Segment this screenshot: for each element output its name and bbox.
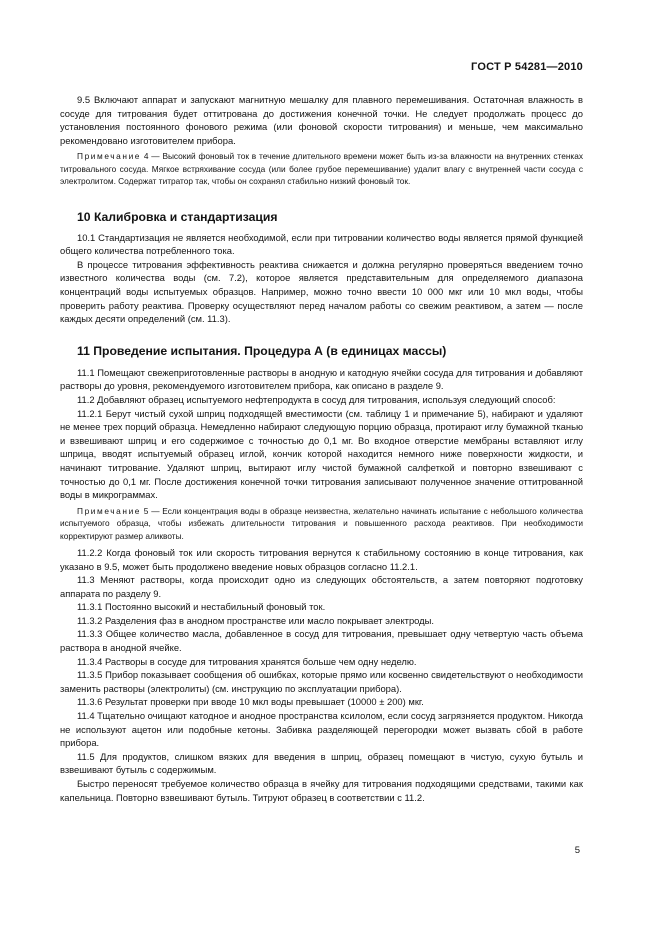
paragraph-11-3-1: 11.3.1 Постоянно высокий и нестабильный фоновый ток.: [77, 601, 326, 613]
paragraph-9-5: 9.5 Включают аппарат и запускают магнитную мешалку для плавного перемешивания. Остаточная влажность в сосуде для титрования будет оттитрована до достижения конечной точки. Не следует продолжать процесс до установления постоянного фонового режима (или фоновой скорости титрования) и меньше, чем максимально рекомендовано изготовителем прибора.: [60, 94, 583, 146]
note-text: 4 — Высокий фоновый ток в течение длительного времени может быть из-за влажности на внутренних стенках титровального сосуда. Мягкое встряхивание сосуда (или более грубое перемешивание) удалит влагу с внутренней части сосуда с электролитом. Содержат титратор так, чтобы он сохранял стабильно низкий фоновый ток.: [60, 151, 583, 187]
note-label: Примечание: [77, 151, 142, 162]
section-10-heading: 10 Калибровка и стандартизация: [77, 209, 278, 224]
paragraph-10-1: 10.1 Стандартизация не является необходимой, если при титровании количество воды является прямой функцией общего количества потребленного тока.: [60, 231, 583, 257]
note-label: Примечание: [77, 505, 142, 516]
paragraph-11-5-continued: Быстро переносят требуемое количество образца в ячейку для титрования подходящими средствами, такими как капельница. Повторно взвешивают бутыль. Титруют образец в соответствии с 11.2.: [60, 778, 583, 803]
paragraph-11-3-6: 11.3.6 Результат проверки при вводе 10 мкл воды превышает (10000 ± 200) мкг.: [77, 696, 424, 708]
page-number: 5: [574, 845, 580, 856]
note-text: 5 — Если концентрация воды в образце неизвестна, желательно начинать испытание с небольшого количества испытуемого образца, чтобы избежать длительности титрования и повышенного расхода реактивов. При необходимости корректируют размер аликвоты.: [60, 505, 583, 541]
standard-designation: ГОСТ Р 54281—2010: [471, 61, 583, 73]
note-5: [60, 505, 583, 542]
paragraph-11-3: 11.3 Меняют растворы, когда происходит одно из следующих обстоятельств, а затем повторяют подготовку аппарата по разделу 9.: [60, 574, 583, 599]
paragraph-11-4: 11.4 Тщательно очищают катодное и анодное пространства ксилолом, если сосуд загрязняется продуктом. Никогда не используют ацетон или подобные кетоны. Забивка разделяющей перегородки может вызвать сбой в работе прибора.: [60, 710, 583, 749]
paragraph-11-2-2: 11.2.2 Когда фоновый ток или скорость титрования вернутся к стабильному состоянию в конце титрования, как указано в 9.5, может быть продолжено введение новых образцов согласно 11.2.1.: [60, 546, 583, 572]
note-4: [60, 150, 583, 187]
paragraph-11-3-3: 11.3.3 Общее количество масла, добавленное в сосуд для титрования, превышает одну четвертую часть объема раствора в анодной ячейке.: [60, 628, 583, 654]
paragraph-11-5: 11.5 Для продуктов, слишком вязких для введения в шприц, образец помещают в чистую, сухую бутыль и взвешивают бутыль с содержимым.: [60, 750, 583, 776]
paragraph-11-3-5: 11.3.5 Прибор показывает сообщения об ошибках, которые прямо или косвенно свидетельствуют о необходимости заменить растворы (электролиты) (см. инструкцию по эксплуатации прибора).: [60, 669, 583, 694]
paragraph-11-1: 11.1 Помещают свежеприготовленные растворы в анодную и катодную ячейки сосуда для титрования и добавляют растворы до уровня, рекомендуемого изготовителем прибора, как описано в разделе 9.: [60, 366, 583, 392]
paragraph-11-2: 11.2 Добавляют образец испытуемого нефтепродукта в сосуд для титрования, используя следующий способ:: [77, 393, 556, 405]
paragraph-11-2-1: 11.2.1 Берут чистый сухой шприц подходящей вместимости (см. таблицу 1 и примечание 5), набирают и удаляют не менее трех порций образца. Немедленно набирают следующую порцию образца, протирают иглу бумажной тканью и взвешивают шприц и его содержимое с точностью до 0,1 мг. Во входное отверстие мембраны вставляют иглу шприца, вводят испытуемый образец иглой, кончик которой находится немного ниже поверхности жидкости, и начинают титрование. Удаляют шприц, вытирают иглу чистой бумажной салфеткой и повторно взвешивают с точностью до 0,1 мг. После достижения конечной точки титрования записывают полученное значение оттитрованной воды в микрограммах.: [60, 407, 583, 501]
paragraph-11-3-4: 11.3.4 Растворы в сосуде для титрования хранятся больше чем одну неделю.: [77, 655, 417, 667]
paragraph-10-2: В процессе титрования эффективность реактива снижается и должна регулярно проверяться введением точно известного количества воды (см. 7.2), которое является представительным для определяемого диапазона концентраций воды испытуемых образцов. Например, можно точно ввести 10 000 мкг или 10 мкл воды, чтобы проверить работу реактива. Проверку осуществляют перед началом работы со свежим реактивом, а затем — после каждых десяти определений (см. 11.3).: [60, 258, 583, 325]
page-content: [60, 93, 583, 804]
paragraph-11-3-2: 11.3.2 Разделения фаз в анодном пространстве или масло покрывает электроды.: [77, 614, 434, 626]
section-11-heading: 11 Проведение испытания. Процедура А (в единицах массы): [77, 343, 447, 358]
